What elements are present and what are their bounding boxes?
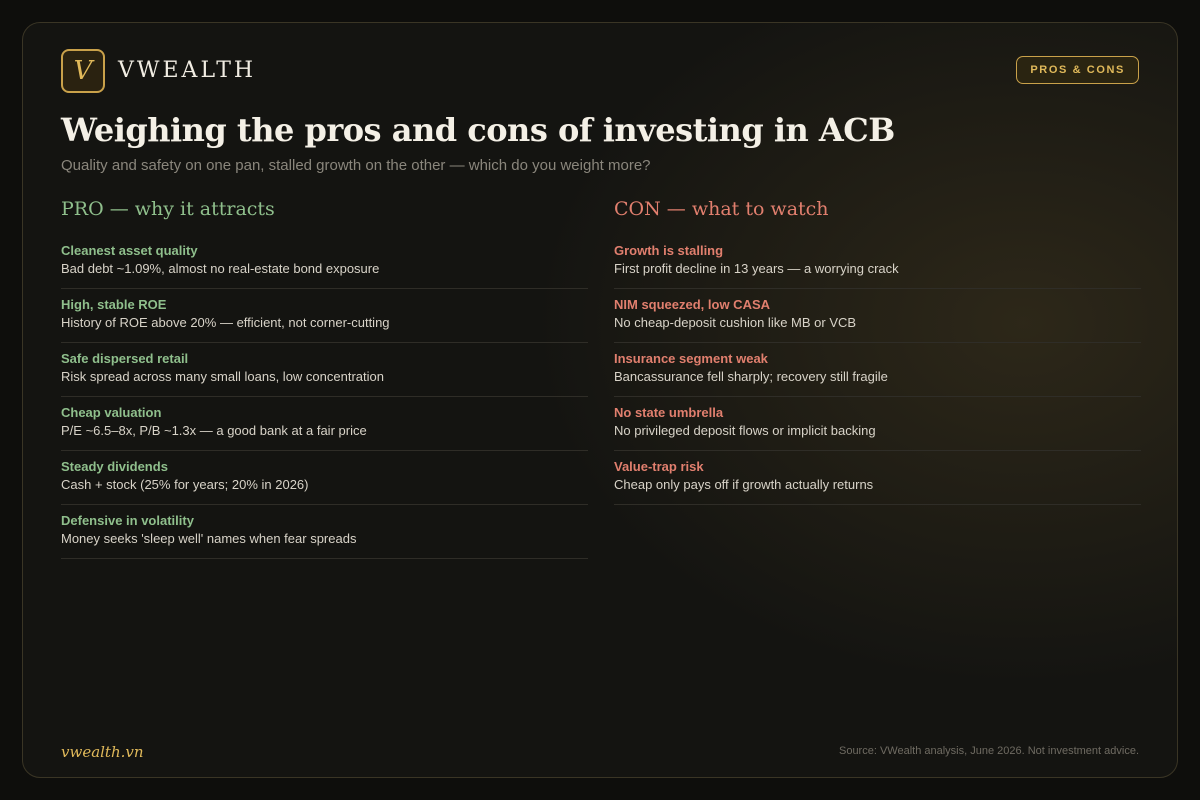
con-item-desc: No cheap-deposit cushion like MB or VCB — [614, 315, 857, 330]
header — [61, 49, 1139, 93]
con-item-title: No state umbrella — [614, 405, 724, 420]
footer-website-link[interactable]: vwealth.vn — [61, 743, 144, 761]
logo-mark: V — [61, 49, 105, 93]
cons-column — [614, 195, 1141, 505]
page-subtitle: Quality and safety on one pan, stalled growth on the other — which do you weight more? — [61, 157, 651, 174]
pro-item-desc: Risk spread across many small loans, low concentration — [61, 369, 384, 384]
pro-item-title: Cheap valuation — [61, 405, 162, 420]
pro-item — [61, 235, 588, 289]
pro-item-desc: History of ROE above 20% — efficient, not corner-cutting — [61, 315, 390, 330]
pro-item-title: Safe dispersed retail — [61, 351, 189, 366]
pro-item — [61, 343, 588, 397]
pro-item-title: Defensive in volatility — [61, 513, 194, 528]
brand-name: VWEALTH — [118, 58, 257, 83]
pros-column — [61, 195, 588, 559]
pro-item-title: Cleanest asset quality — [61, 243, 198, 258]
con-item — [614, 343, 1141, 397]
pros-cons-badge: PROS & CONS — [1016, 56, 1139, 84]
pro-item-desc: P/E ~6.5–8x, P/B ~1.3x — a good bank at a fair price — [61, 423, 367, 438]
con-item-title: Growth is stalling — [614, 243, 724, 258]
con-item-title: Value-trap risk — [614, 459, 704, 474]
pro-item — [61, 505, 588, 559]
con-item — [614, 451, 1141, 505]
slide-card — [22, 22, 1178, 778]
pro-item-desc: Money seeks 'sleep well' names when fear spreads — [61, 531, 357, 546]
con-item — [614, 397, 1141, 451]
con-item — [614, 235, 1141, 289]
pro-item-title: Steady dividends — [61, 459, 168, 474]
con-item-desc: First profit decline in 13 years — a worrying crack — [614, 261, 899, 276]
con-item-desc: Bancassurance fell sharply; recovery still fragile — [614, 369, 888, 384]
pro-item — [61, 289, 588, 343]
pro-item-title: High, stable ROE — [61, 297, 167, 312]
cons-heading: CON — what to watch — [614, 198, 829, 220]
pro-item — [61, 397, 588, 451]
pro-item-desc: Bad debt ~1.09%, almost no real-estate bond exposure — [61, 261, 380, 276]
con-item-title: Insurance segment weak — [614, 351, 768, 366]
pro-item — [61, 451, 588, 505]
con-item-desc: Cheap only pays off if growth actually returns — [614, 477, 874, 492]
page-title: Weighing the pros and cons of investing in ACB — [61, 111, 895, 149]
source-note: Source: VWealth analysis, June 2026. Not investment advice. — [838, 745, 1139, 757]
con-item-title: NIM squeezed, low CASA — [614, 297, 771, 312]
con-item — [614, 289, 1141, 343]
pro-item-desc: Cash + stock (25% for years; 20% in 2026) — [61, 477, 309, 492]
con-item-desc: No privileged deposit flows or implicit backing — [614, 423, 876, 438]
pros-heading: PRO — why it attracts — [61, 198, 275, 220]
